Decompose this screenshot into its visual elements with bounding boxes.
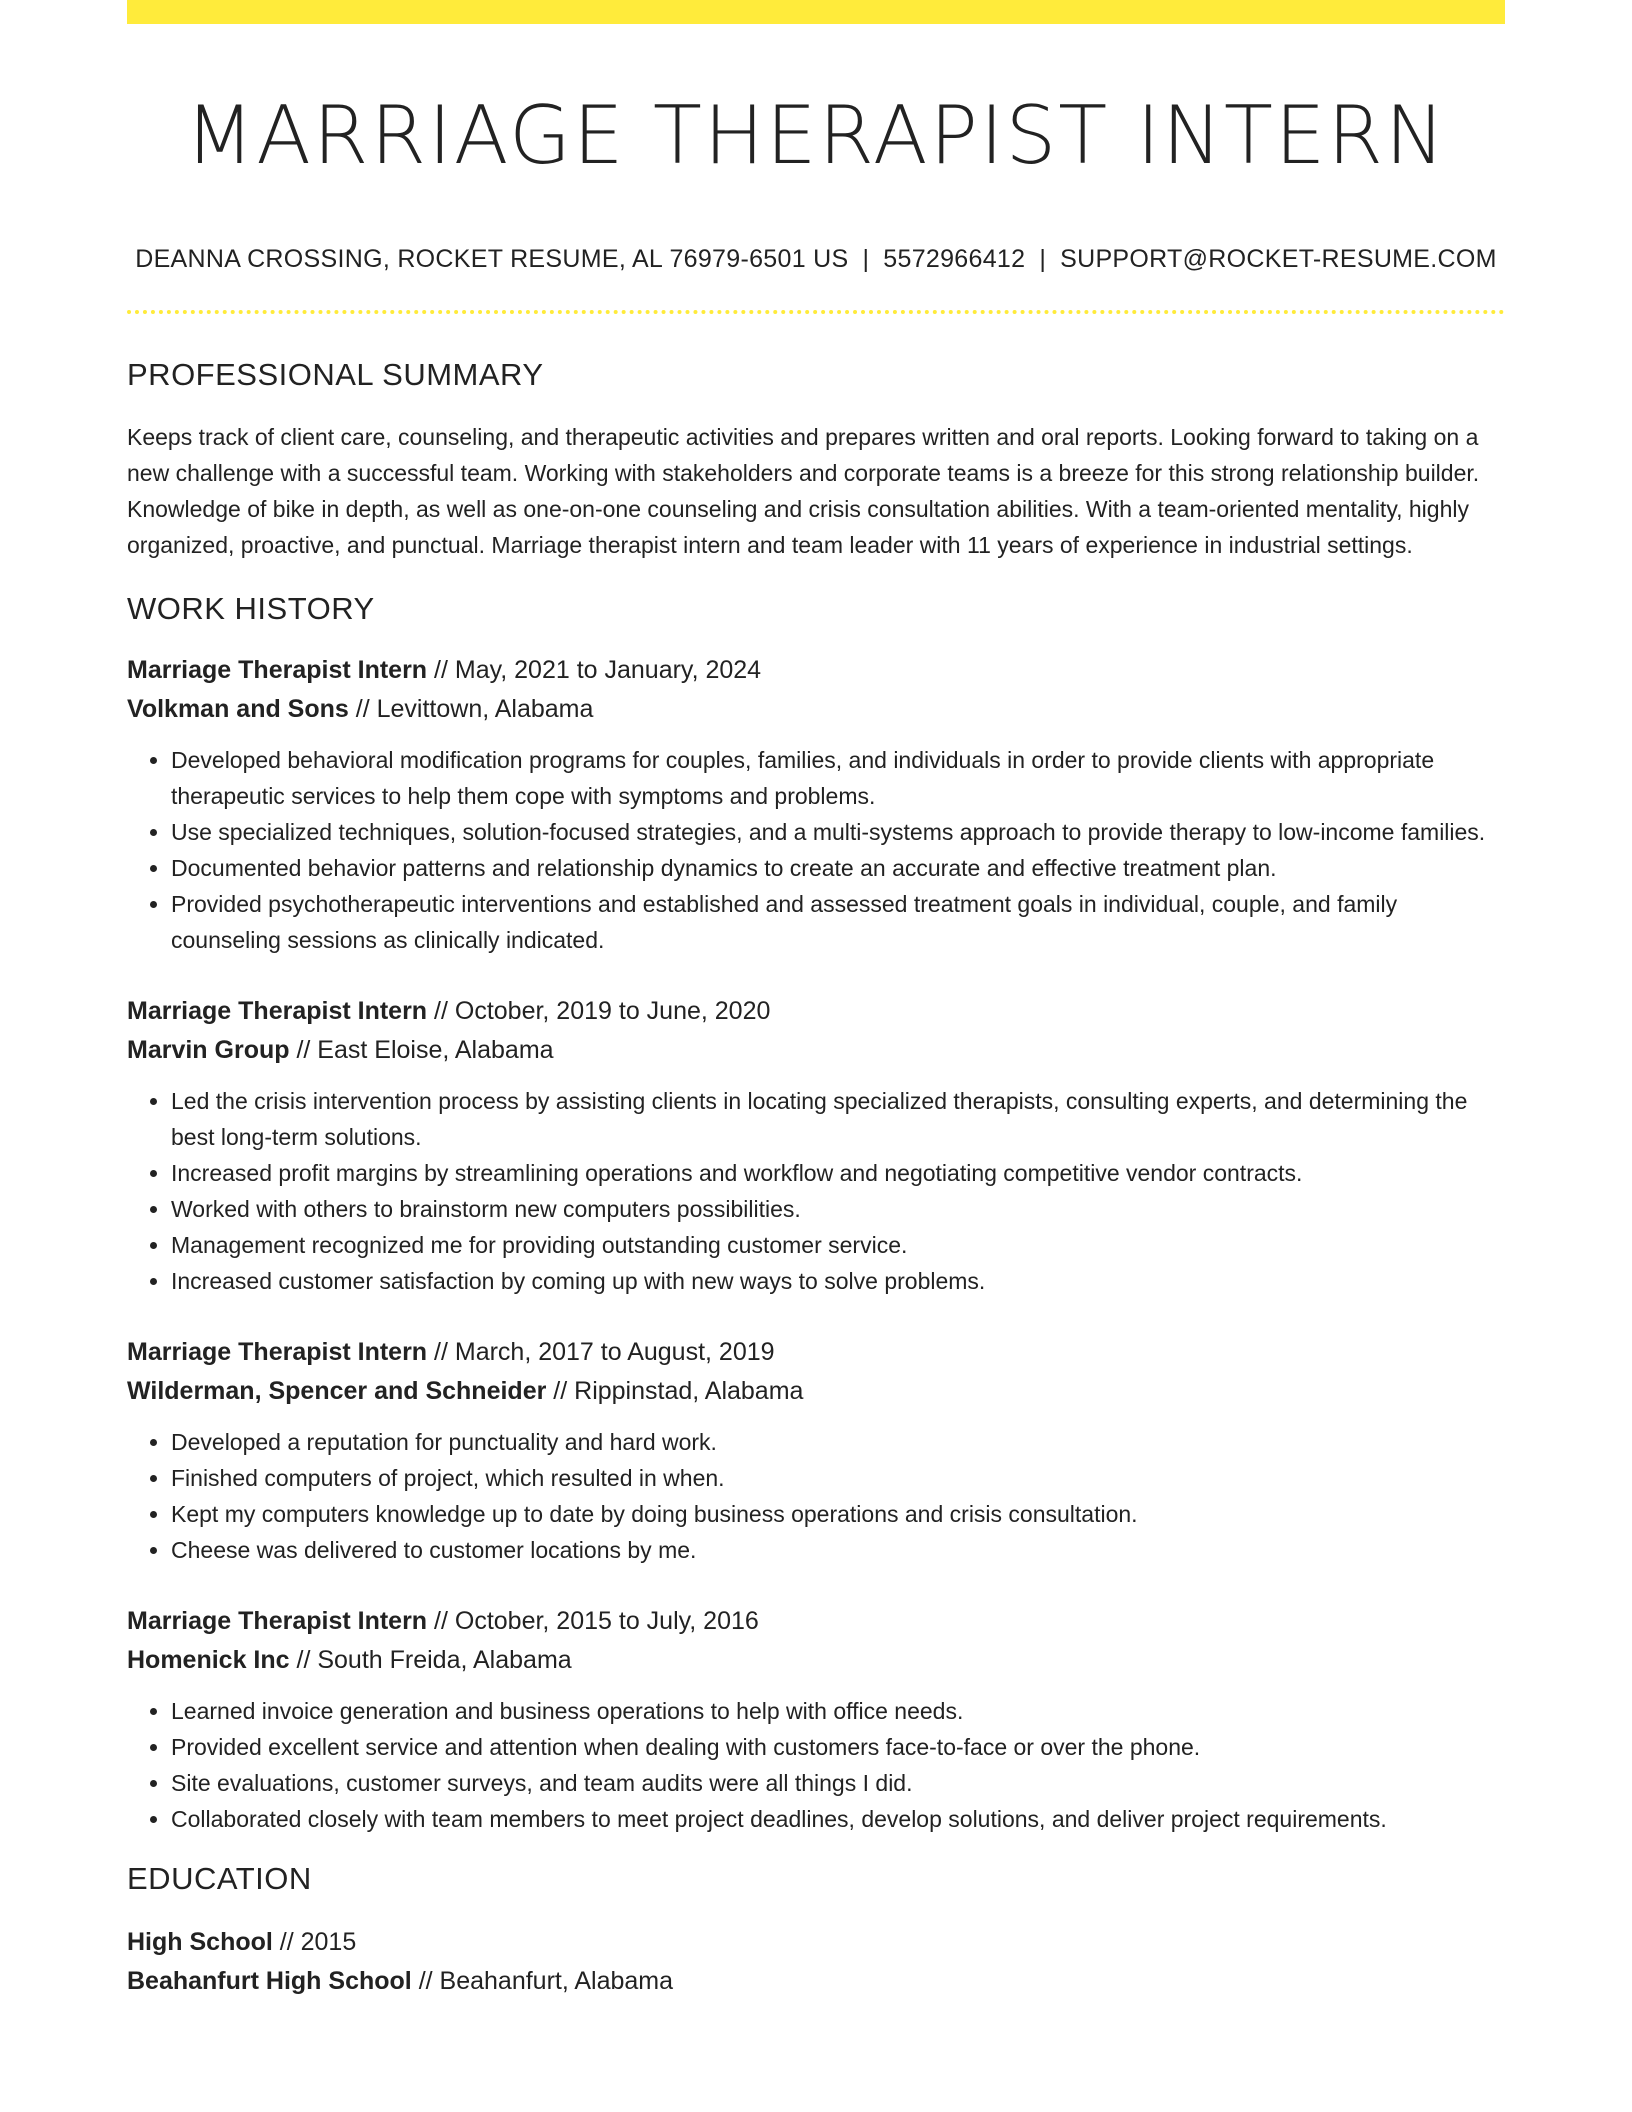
section-title-work-history: WORK HISTORY [127,591,375,626]
education-entry [127,1923,1505,2001]
job-bullet: • Collaborated closely with team members to meet project deadlines, develop solutions, and deliver project requirements. [171,1801,1505,1837]
accent-top-bar [127,0,1505,24]
job-dates: // October, 2015 to July, 2016 [434,1607,759,1635]
job-bullet: • Learned invoice generation and business operations to help with office needs. [171,1693,1505,1729]
job-role: Marriage Therapist Intern [127,656,428,684]
education-year: // 2015 [279,1928,357,1956]
job-entry [127,1602,1505,1837]
job-entry [127,1333,1505,1568]
job-bullet: • Led the crisis intervention process by assisting clients in locating specialized therapists, consulting experts, and determining the best long-term solutions. [171,1083,1505,1155]
contact-line [127,244,1505,274]
job-bullets [127,1083,1505,1299]
job-location: // South Freida, Alabama [296,1646,572,1674]
section-title-summary: PROFESSIONAL SUMMARY [127,357,544,392]
education-school: Beahanfurt High School [127,1967,412,1995]
education-location: // Beahanfurt, Alabama [418,1967,674,1995]
job-company: Marvin Group [127,1036,290,1064]
candidate-title: MARRIAGE THERAPIST INTERN [185,89,1447,182]
job-bullet: • Finished computers of project, which resulted in when. [171,1460,1505,1496]
job-dates: // May, 2021 to January, 2024 [434,656,762,684]
job-bullet: • Documented behavior patterns and relationship dynamics to create an accurate and effective treatment plan. [171,850,1505,886]
job-bullets [127,1693,1505,1837]
job-role: Marriage Therapist Intern [127,1338,428,1366]
job-bullet: • Worked with others to brainstorm new computers possibilities. [171,1191,1505,1227]
job-entry [127,651,1505,958]
job-company: Wilderman, Spencer and Schneider [127,1377,547,1405]
job-company: Volkman and Sons [127,695,349,723]
education-school-line [127,1962,1505,2001]
job-bullet: • Cheese was delivered to customer locations by me. [171,1532,1505,1568]
contact-email: SUPPORT@ROCKET-RESUME.COM [1060,245,1497,273]
job-company-line [127,1641,1505,1680]
education-degree: High School [127,1928,273,1956]
job-bullet: • Increased customer satisfaction by coming up with new ways to solve problems. [171,1263,1505,1299]
job-entry [127,992,1505,1299]
job-bullets [127,1424,1505,1568]
job-bullet: • Developed a reputation for punctuality and hard work. [171,1424,1505,1460]
job-role-line [127,992,1505,1031]
job-dates: // October, 2019 to June, 2020 [434,997,771,1025]
job-location: // Levittown, Alabama [355,695,594,723]
contact-separator: | [1039,245,1047,273]
job-role: Marriage Therapist Intern [127,997,428,1025]
job-bullet: • Use specialized techniques, solution-focused strategies, and a multi-systems approach to provide therapy to low-income families. [171,814,1505,850]
job-company-line [127,1372,1505,1411]
section-title-education: EDUCATION [127,1861,312,1896]
job-location: // East Eloise, Alabama [296,1036,554,1064]
resume-page [127,0,1505,2001]
job-role-line [127,1602,1505,1641]
job-location: // Rippinstad, Alabama [553,1377,804,1405]
job-bullet: • Developed behavioral modification programs for couples, families, and individuals in order to provide clients with appropriate therapeutic services to help them cope with symptoms and problems. [171,742,1505,814]
job-dates: // March, 2017 to August, 2019 [434,1338,775,1366]
job-bullet: • Increased profit margins by streamlining operations and workflow and negotiating competitive vendor contracts. [171,1155,1505,1191]
job-company-line [127,1031,1505,1070]
job-bullet: • Management recognized me for providing outstanding customer service. [171,1227,1505,1263]
contact-phone: 5572966412 [883,245,1026,273]
job-company: Homenick Inc [127,1646,290,1674]
education-degree-line [127,1923,1505,1962]
job-bullets [127,742,1505,958]
job-role-line [127,1333,1505,1372]
header-divider [127,310,1505,314]
job-bullet: • Provided psychotherapeutic interventions and established and assessed treatment goals in individual, couple, and family counseling sessions as clinically indicated. [171,886,1505,958]
job-company-line [127,690,1505,729]
job-bullet: • Kept my computers knowledge up to date by doing business operations and crisis consultation. [171,1496,1505,1532]
job-role: Marriage Therapist Intern [127,1607,428,1635]
job-bullet: • Provided excellent service and attention when dealing with customers face-to-face or over the phone. [171,1729,1505,1765]
contact-separator: | [862,245,870,273]
contact-address: DEANNA CROSSING, ROCKET RESUME, AL 76979-6501 US [135,245,849,273]
summary-text: Keeps track of client care, counseling, and therapeutic activities and prepares written and oral reports. Looking forward to taking on a new challenge with a successful team. Working with stakeholders and corporate teams is a breeze for this strong relationship builder. Knowledge of bike in depth, as well as one-on-one counseling and crisis consultation abilities. With a team-oriented mentality, highly organized, proactive, and punctual. Marriage therapist intern and team leader with 11 years of experience in industrial settings. [127,424,1480,558]
job-bullet: • Site evaluations, customer surveys, and team audits were all things I did. [171,1765,1505,1801]
job-role-line [127,651,1505,690]
